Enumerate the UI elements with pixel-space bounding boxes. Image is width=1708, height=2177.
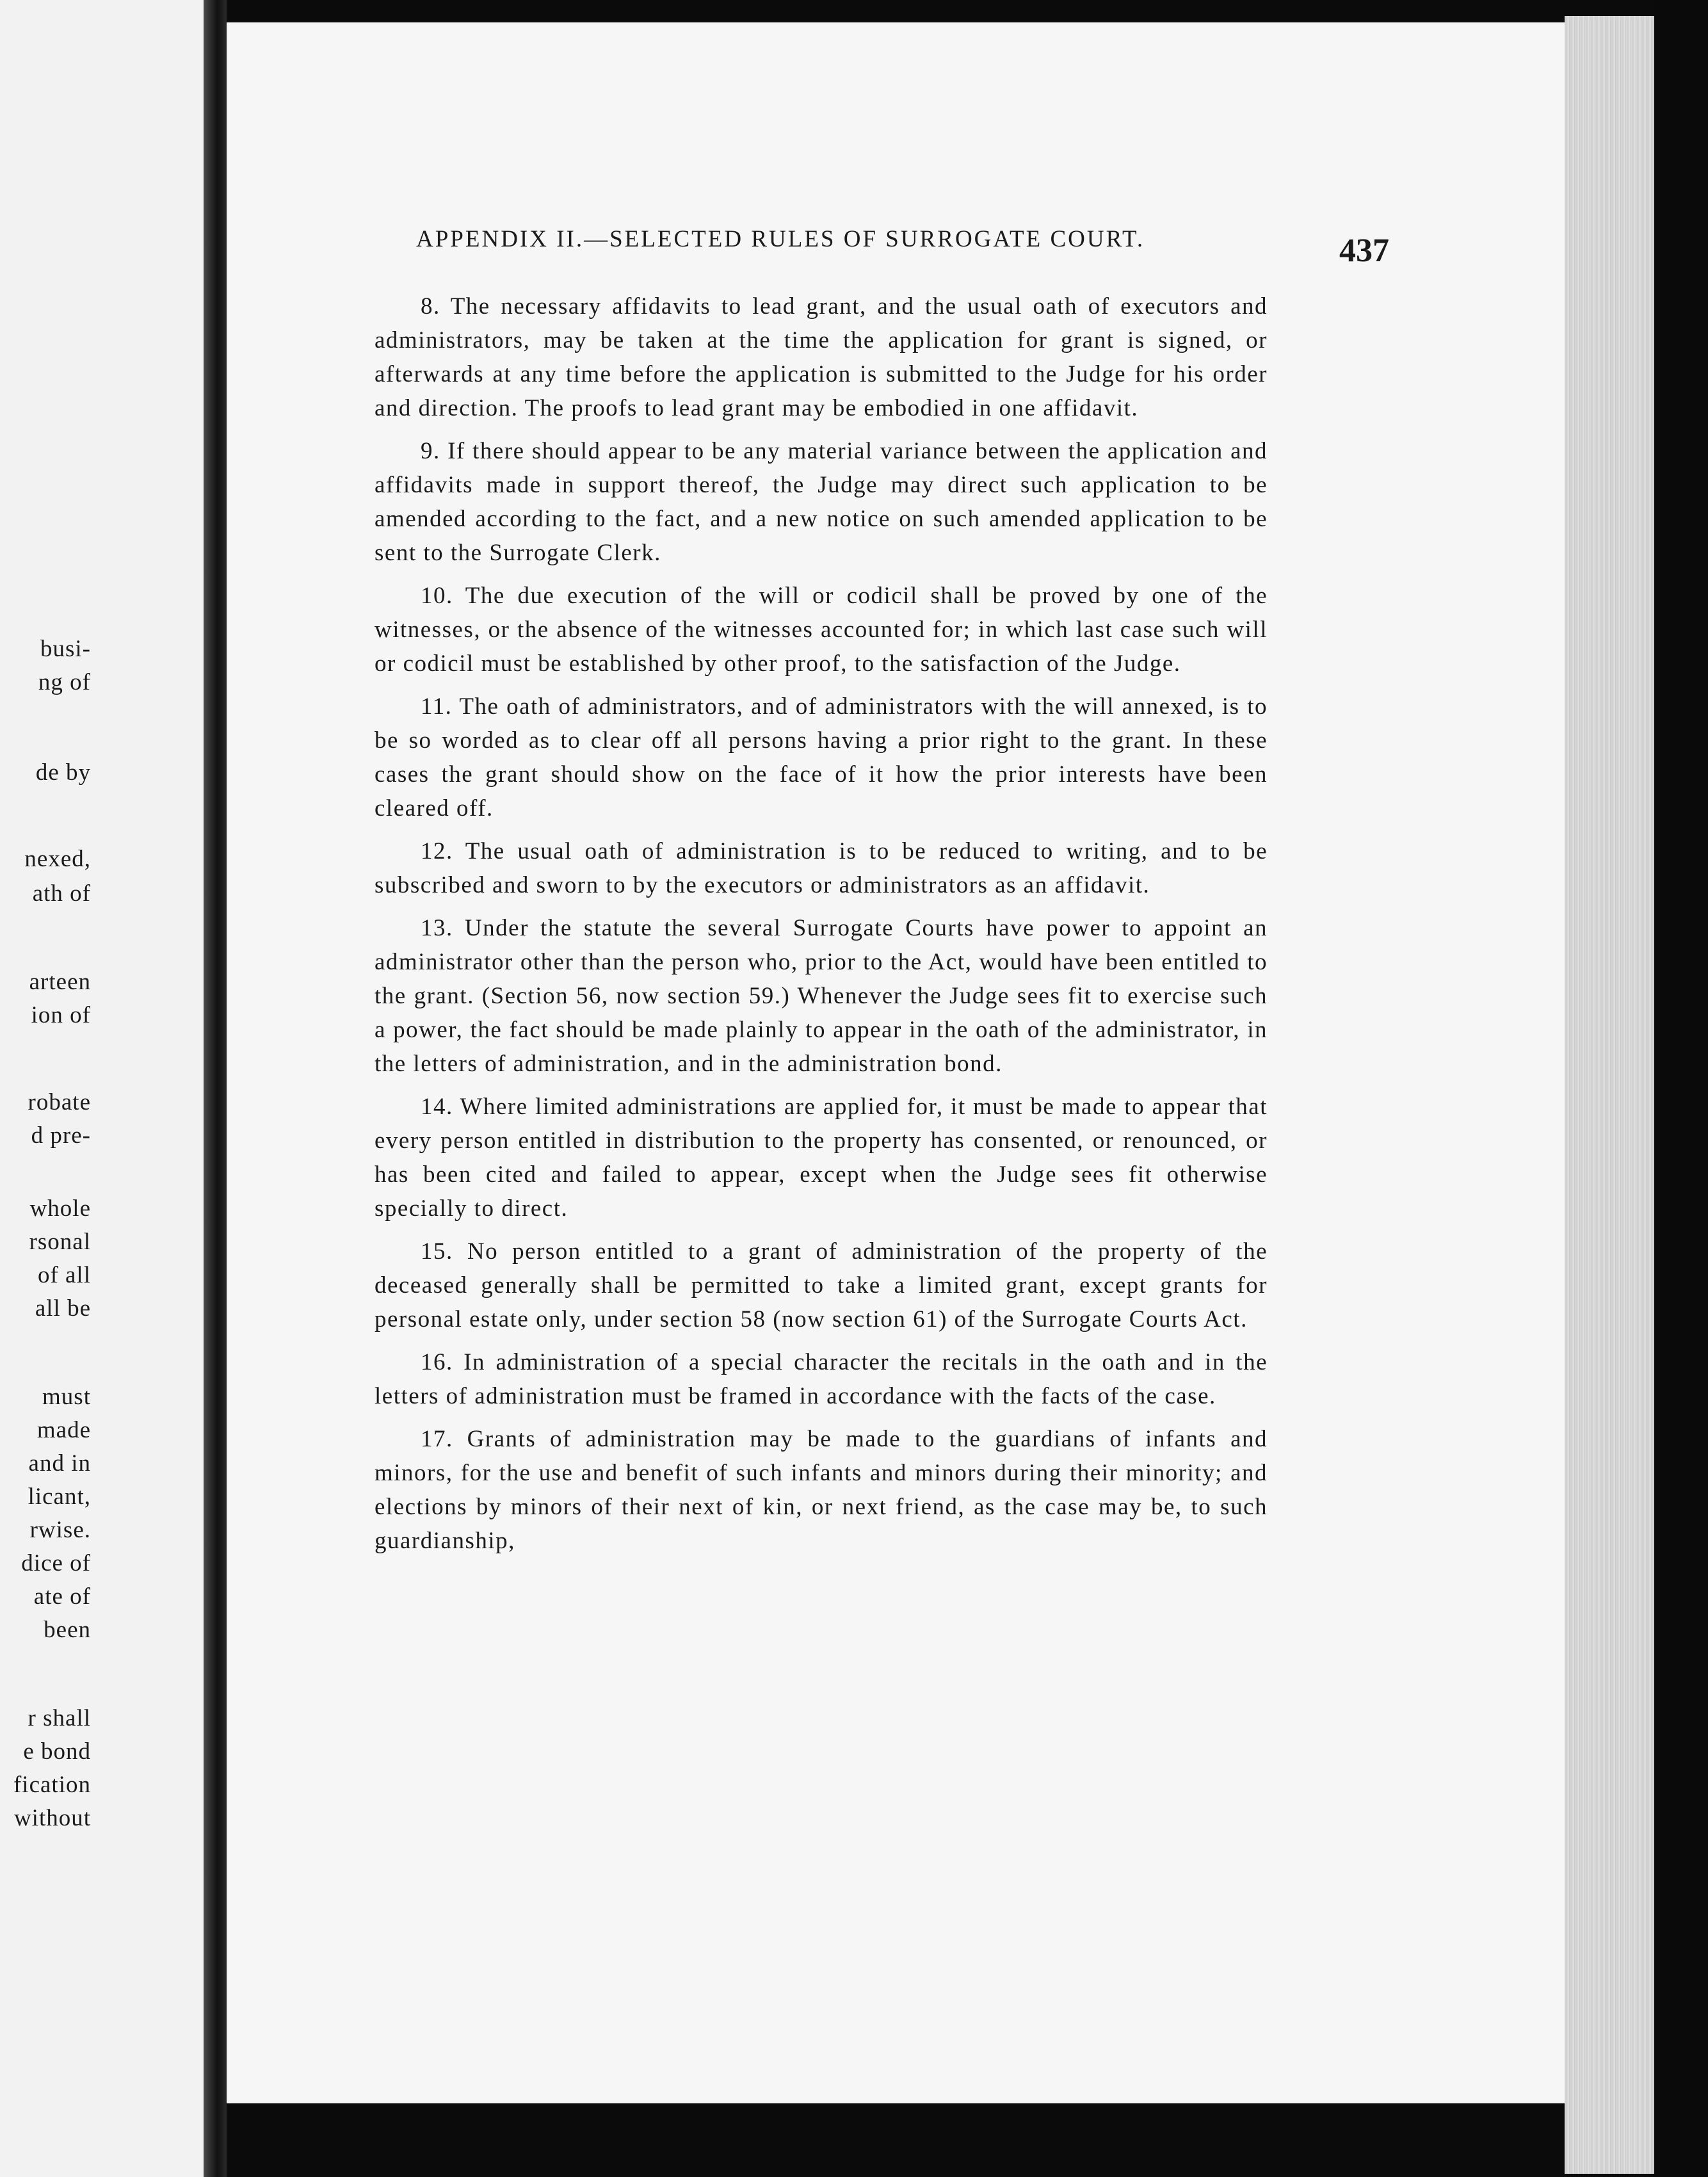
left-page-line: rwise. bbox=[29, 1517, 91, 1543]
left-page-line: busi- bbox=[40, 636, 91, 662]
left-page-line: licant, bbox=[28, 1484, 91, 1510]
running-head: APPENDIX II.—SELECTED RULES OF SURROGATE COURT. bbox=[416, 226, 1145, 252]
page-number: 437 bbox=[1339, 232, 1389, 269]
body-text bbox=[375, 289, 1268, 1567]
paragraph-rule-15: 15. No person entitled to a grant of administration of the property of the deceased generally shall be permitted to take a limited grant, except grants for personal estate only, under section 58 (now section 61) of the Surrogate Courts Act. bbox=[375, 1238, 1268, 1332]
paragraph-rule-13: 13. Under the statute the several Surrogate Courts have power to appoint an administrator other than the person who, prior to the Act, would have been entitled to the grant. (Section 56, now section 59.) Whenever the Judge sees fit to exercise such a power, the fact should be made plainly to appear in the oath of the administrator, in the letters of administration, and in the administration bond. bbox=[375, 915, 1268, 1077]
left-page-line: made bbox=[36, 1417, 91, 1443]
paragraph-rule-17: 17. Grants of administration may be made to the guardians of infants and minors, for the use and benefit of such infants and minors during their minority; and elections by minors of their next of kin, or next friend, as the case may be, to such guardianship, bbox=[375, 1426, 1268, 1554]
left-page-line: all be bbox=[35, 1295, 91, 1322]
paragraph-rule-14: 14. Where limited administrations are applied for, it must be made to appear that every person entitled in distribution to the property has consented, or renounced, or has been cited and failed to appear, except when the Judge sees fit otherwise specially to direct. bbox=[375, 1094, 1268, 1222]
left-page-line: d pre- bbox=[31, 1122, 91, 1149]
left-page-line: fication bbox=[13, 1772, 91, 1798]
left-page-line: de by bbox=[35, 759, 91, 786]
paragraph-rule-8: 8. The necessary affidavits to lead grant, and the usual oath of executors and administrators, may be taken at the time the application for grant is signed, or afterwards at any time before the application is submitted to the Judge for his order and direction. The proofs to lead grant may be embodied in one affidavit. bbox=[375, 293, 1268, 421]
paragraph-rule-16: 16. In administration of a special character the recitals in the oath and in the letters of administration must be framed in accordance with the facts of the case. bbox=[375, 1349, 1268, 1409]
left-page-line: must bbox=[42, 1384, 91, 1410]
left-page-line: been bbox=[44, 1617, 91, 1643]
left-page-line: ath of bbox=[32, 880, 91, 907]
left-page bbox=[0, 0, 211, 2177]
left-page-line: r shall bbox=[28, 1705, 91, 1731]
page-edges bbox=[1565, 16, 1654, 2174]
left-page-line: robate bbox=[28, 1089, 91, 1115]
left-page-line: e bond bbox=[23, 1738, 91, 1765]
left-page-line: ion of bbox=[31, 1002, 91, 1028]
book-gutter bbox=[204, 0, 227, 2177]
paragraph-rule-11: 11. The oath of administrators, and of administrators with the will annexed, is to be so worded as to clear off all persons having a prior right to the grant. In these cases the grant should show on the face of it how the prior interests have been cleared off. bbox=[375, 693, 1268, 821]
left-page-line: ate of bbox=[33, 1583, 91, 1610]
left-page-line: without bbox=[13, 1805, 91, 1831]
left-page-line: rsonal bbox=[29, 1229, 91, 1255]
left-page-line: and in bbox=[28, 1450, 91, 1477]
left-page-line: nexed, bbox=[24, 846, 91, 872]
left-page-line: ng of bbox=[38, 669, 91, 695]
paragraph-rule-9: 9. If there should appear to be any material variance between the application and affidavits made in support thereof, the Judge may direct such application to be amended according to the fact, and a new notice on such amended application to be sent to the Surrogate Clerk. bbox=[375, 438, 1268, 566]
background-edge bbox=[1654, 0, 1708, 2177]
left-page-line: whole bbox=[29, 1195, 91, 1222]
left-page-line: of all bbox=[37, 1262, 91, 1288]
paragraph-rule-10: 10. The due execution of the will or codicil shall be proved by one of the witnesses, or the absence of the witnesses accounted for; in which last case such will or codicil must be established by other proof, to the satisfaction of the Judge. bbox=[375, 583, 1268, 677]
left-page-line: dice of bbox=[21, 1550, 91, 1576]
left-page-line: arteen bbox=[29, 969, 91, 995]
paragraph-rule-12: 12. The usual oath of administration is to be reduced to writing, and to be subscribed and sworn to by the executors or administrators as an affidavit. bbox=[375, 838, 1268, 898]
